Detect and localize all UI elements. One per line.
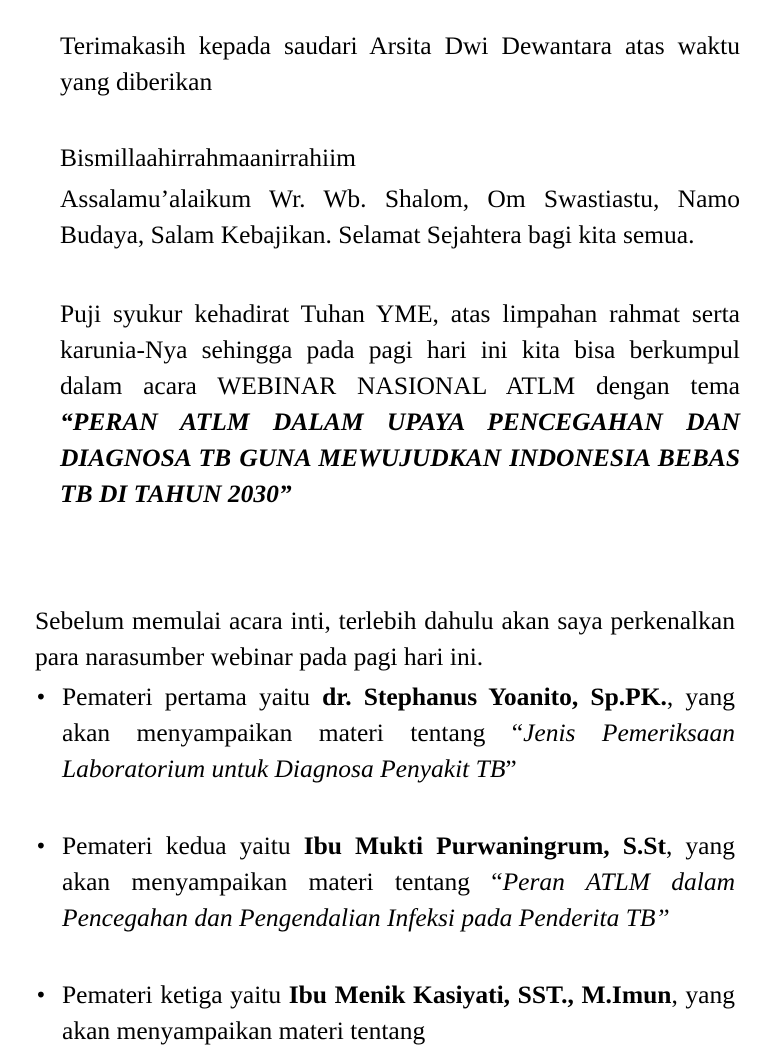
basmalah-line: Bismillaahirrahmaanirrahiim (60, 143, 356, 172)
speaker-1-suffix: ” (505, 754, 517, 783)
speaker-1-prefix: Pemateri pertama yaitu (62, 682, 323, 711)
intro-paragraph: Sebelum memulai acara inti, terlebih dahulu akan saya perkenalkan para narasumber webinar pada pagi hari ini. (35, 606, 735, 671)
speaker-item-2 (35, 828, 735, 936)
speaker-3-prefix: Pemateri ketiga yaitu (62, 980, 289, 1009)
speaker-3-name: Ibu Menik Kasiyati, SST., M.Imun (288, 980, 672, 1009)
bullet-icon: • (35, 834, 47, 858)
webinar-theme: “PERAN ATLM DALAM UPAYA PENCEGAHAN DAN DIAGNOSA TB GUNA MEWUJUDKAN INDONESIA BEBAS TB DI TAHUN 2030” (60, 407, 740, 508)
speaker-1-name: dr. Stephanus Yoanito, Sp.PK. (322, 682, 667, 711)
speaker-2-prefix: Pemateri kedua yaitu (62, 831, 304, 860)
thanks-paragraph: Terimakasih kepada saudari Arsita Dwi Dewantara atas waktu yang diberikan (60, 31, 740, 96)
opening-paragraph (60, 296, 740, 512)
speaker-2-middle: , yang akan menyampaikan materi tentang “ (62, 831, 735, 896)
bullet-icon: • (35, 685, 47, 709)
speaker-item-1 (35, 679, 735, 787)
speaker-3-middle: , yang akan menyampaikan materi tentang (62, 980, 735, 1045)
speaker-3-text (62, 977, 735, 1049)
speaker-1-topic: Jenis Pemeriksaan Laboratorium untuk Diagnosa Penyakit TB (62, 718, 735, 783)
opening-text: Puji syukur kehadirat Tuhan YME, atas limpahan rahmat serta karunia-Nya sehingga pada pagi hari ini kita bisa berkumpul dalam acara WEBINAR NASIONAL ATLM dengan tema (60, 299, 740, 400)
speaker-2-name: Ibu Mukti Purwaningrum, S.St (303, 831, 666, 860)
greeting-paragraph: Assalamu’alaikum Wr. Wb. Shalom, Om Swastiastu, Namo Budaya, Salam Kebajikan. Selamat Sejahtera bagi kita semua. (60, 184, 740, 249)
speaker-1-text (62, 679, 735, 787)
speaker-item-3 (35, 977, 735, 1049)
speaker-1-middle: , yang akan menyampaikan materi tentang “ (62, 682, 735, 747)
bullet-icon: • (35, 983, 47, 1007)
speaker-2-text (62, 828, 735, 936)
speaker-2-topic: Peran ATLM dalam Pencegahan dan Pengendalian Infeksi pada Penderita TB” (62, 867, 735, 932)
